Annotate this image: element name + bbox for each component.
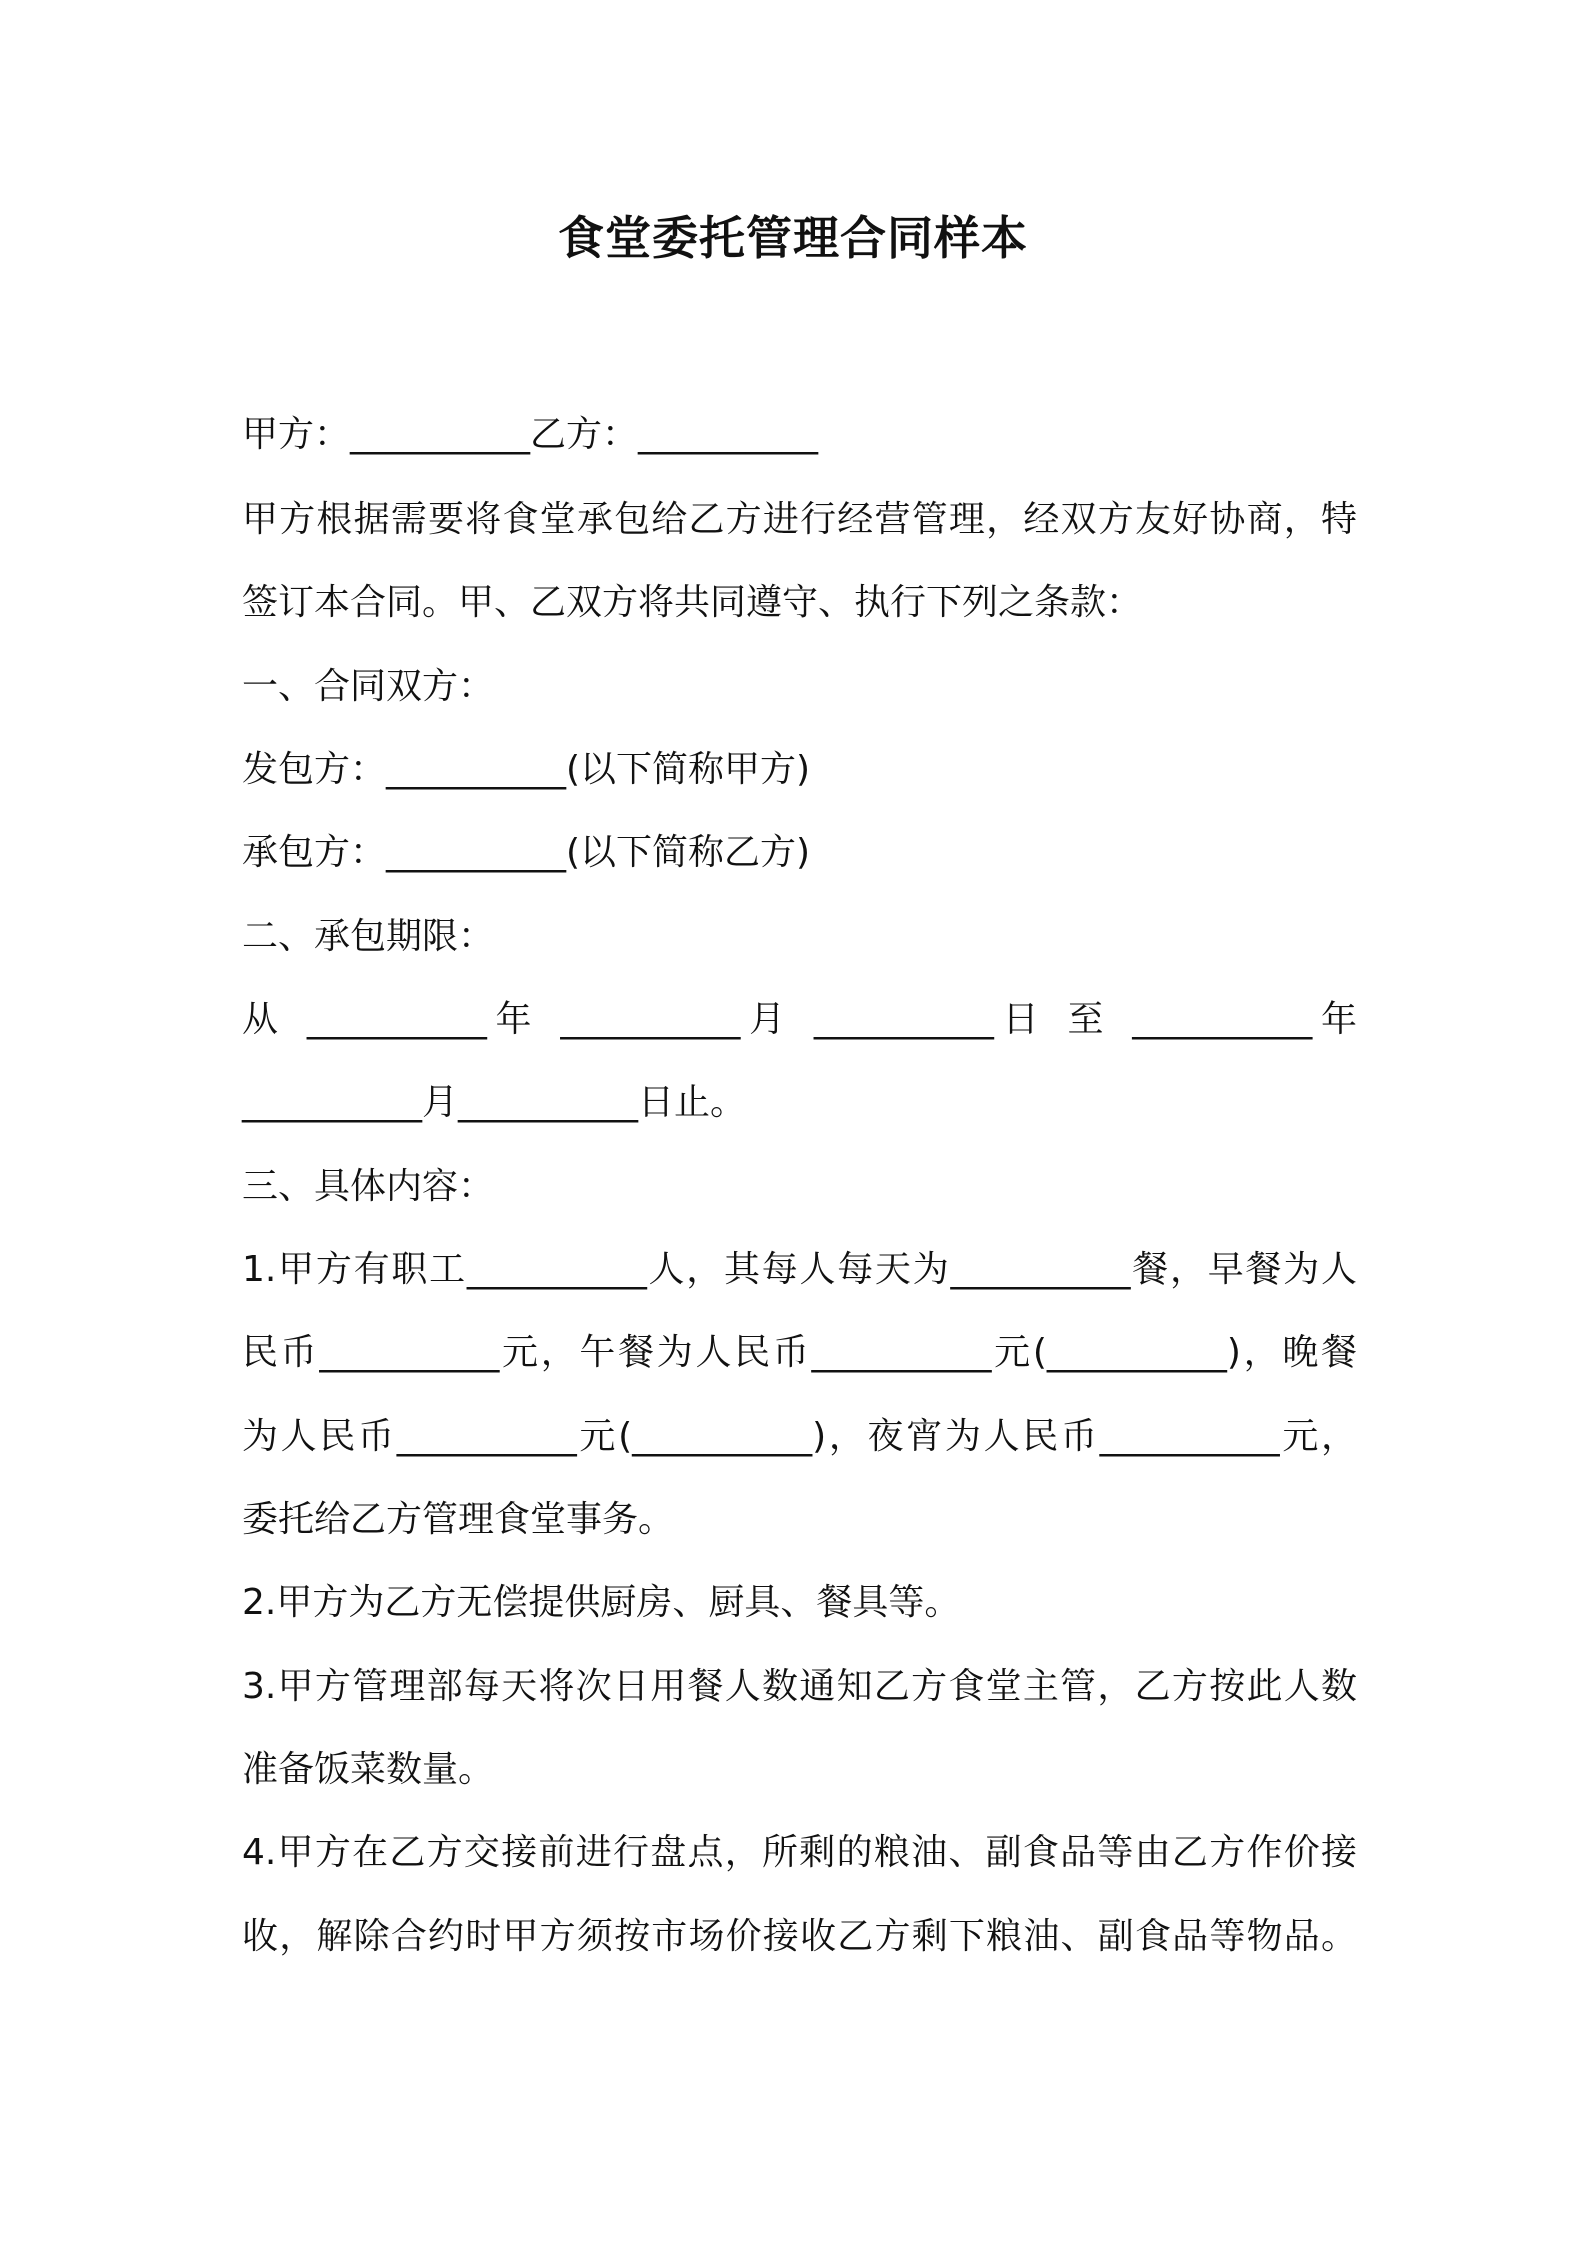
- parties-line: 甲方：__________乙方：__________: [242, 414, 819, 455]
- contractor-line: 发包方：__________(以下简称甲方): [242, 749, 811, 790]
- section-heading-3: 三、具体内容：: [242, 1166, 495, 1207]
- clause-2-line-1: 2.甲方为乙方无偿提供厨房、厨具、餐具等。: [242, 1582, 961, 1623]
- clause-4-line-1: 4.甲方在乙方交接前进行盘点，所剩的粮油、副食品等由乙方作价接: [242, 1832, 1357, 1873]
- contractee-line: 承包方：__________(以下简称乙方): [242, 832, 811, 873]
- section-heading-1: 一、合同双方：: [242, 666, 495, 707]
- clause-1-line-1: 1.甲方有职工__________人，其每人每天为__________餐，早餐为人: [242, 1249, 1357, 1290]
- term-line-2: __________月__________日止。: [242, 1082, 747, 1123]
- clause-3-line-1: 3.甲方管理部每天将次日用餐人数通知乙方食堂主管，乙方按此人数: [242, 1666, 1357, 1707]
- document-title: 食堂委托管理合同样本: [558, 211, 1028, 265]
- intro-line-1: 甲方根据需要将食堂承包给乙方进行经营管理，经双方友好协商，特: [242, 499, 1357, 540]
- section-heading-2: 二、承包期限：: [242, 916, 495, 957]
- term-line-1: 从 __________年 __________月 __________日 至 __________年: [242, 999, 1357, 1040]
- clause-4-line-2: 收，解除合约时甲方须按市场价接收乙方剩下粮油、副食品等物品。: [242, 1916, 1357, 1957]
- intro-line-2: 签订本合同。甲、乙双方将共同遵守、执行下列之条款：: [242, 582, 1143, 623]
- clause-3-line-2: 准备饭菜数量。: [242, 1749, 495, 1790]
- clause-1-line-2: 民币__________元，午餐为人民币__________元(__________)，晚餐: [242, 1332, 1357, 1373]
- clause-1-line-3: 为人民币__________元(__________)，夜宵为人民币__________元，: [242, 1416, 1357, 1457]
- clause-1-line-4: 委托给乙方管理食堂事务。: [242, 1499, 675, 1540]
